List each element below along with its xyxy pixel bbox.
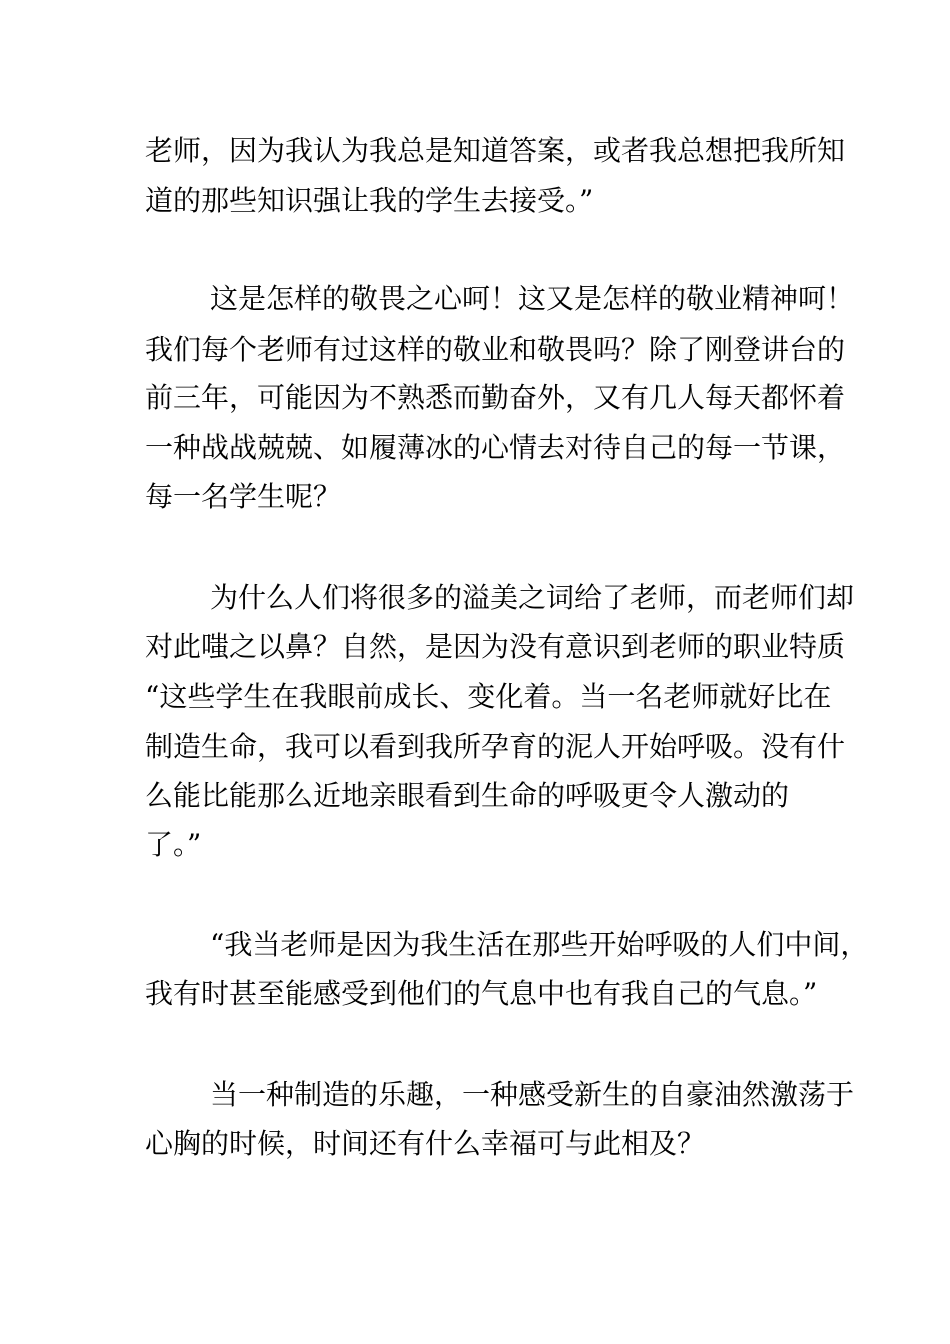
- paragraph-2-line-4: 一种战战兢兢、如履薄冰的心情去对待自己的每一节课，: [145, 431, 846, 464]
- paragraph-3-line-5: 么能比能那么近地亲眼看到生命的呼吸更令人激动的: [145, 779, 790, 812]
- paragraph-3-line-4: 制造生命，我可以看到我所孕育的泥人开始呼吸。没有什: [145, 730, 846, 763]
- paragraph-2-line-3: 前三年，可能因为不熟悉而勤奋外，又有几人每天都怀着: [145, 381, 846, 414]
- paragraph-5-line-1: 当一种制造的乐趣，一种感受新生的自豪油然激荡于: [210, 1078, 855, 1111]
- paragraph-2-line-5: 每一名学生呢？: [145, 480, 342, 513]
- paragraph-1-line-1: 老师，因为我认为我总是知道答案，或者我总想把我所知: [145, 134, 846, 167]
- paragraph-1-line-2: 道的那些知识强让我的学生去接受。”: [145, 184, 594, 217]
- paragraph-5-line-2: 心胸的时候，时间还有什么幸福可与此相及？: [145, 1127, 706, 1160]
- paragraph-2-line-1: 这是怎样的敬畏之心呵！这又是怎样的敬业精神呵！: [210, 282, 855, 315]
- paragraph-4-line-2: 我有时甚至能感受到他们的气息中也有我自己的气息。”: [145, 977, 818, 1010]
- paragraph-3-line-2: 对此嗤之以鼻？自然，是因为没有意识到老师的职业特质: [145, 630, 846, 663]
- paragraph-2-line-2: 我们每个老师有过这样的敬业和敬畏吗？除了刚登讲台的: [145, 333, 846, 366]
- paragraph-3-line-1: 为什么人们将很多的溢美之词给了老师，而老师们却: [210, 581, 855, 614]
- paragraph-3-line-6: 了。”: [145, 828, 202, 861]
- paragraph-4-line-1: “我当老师是因为我生活在那些开始呼吸的人们中间，: [210, 928, 869, 961]
- paragraph-3-line-3: “这些学生在我眼前成长、变化着。当一名老师就好比在: [145, 680, 832, 713]
